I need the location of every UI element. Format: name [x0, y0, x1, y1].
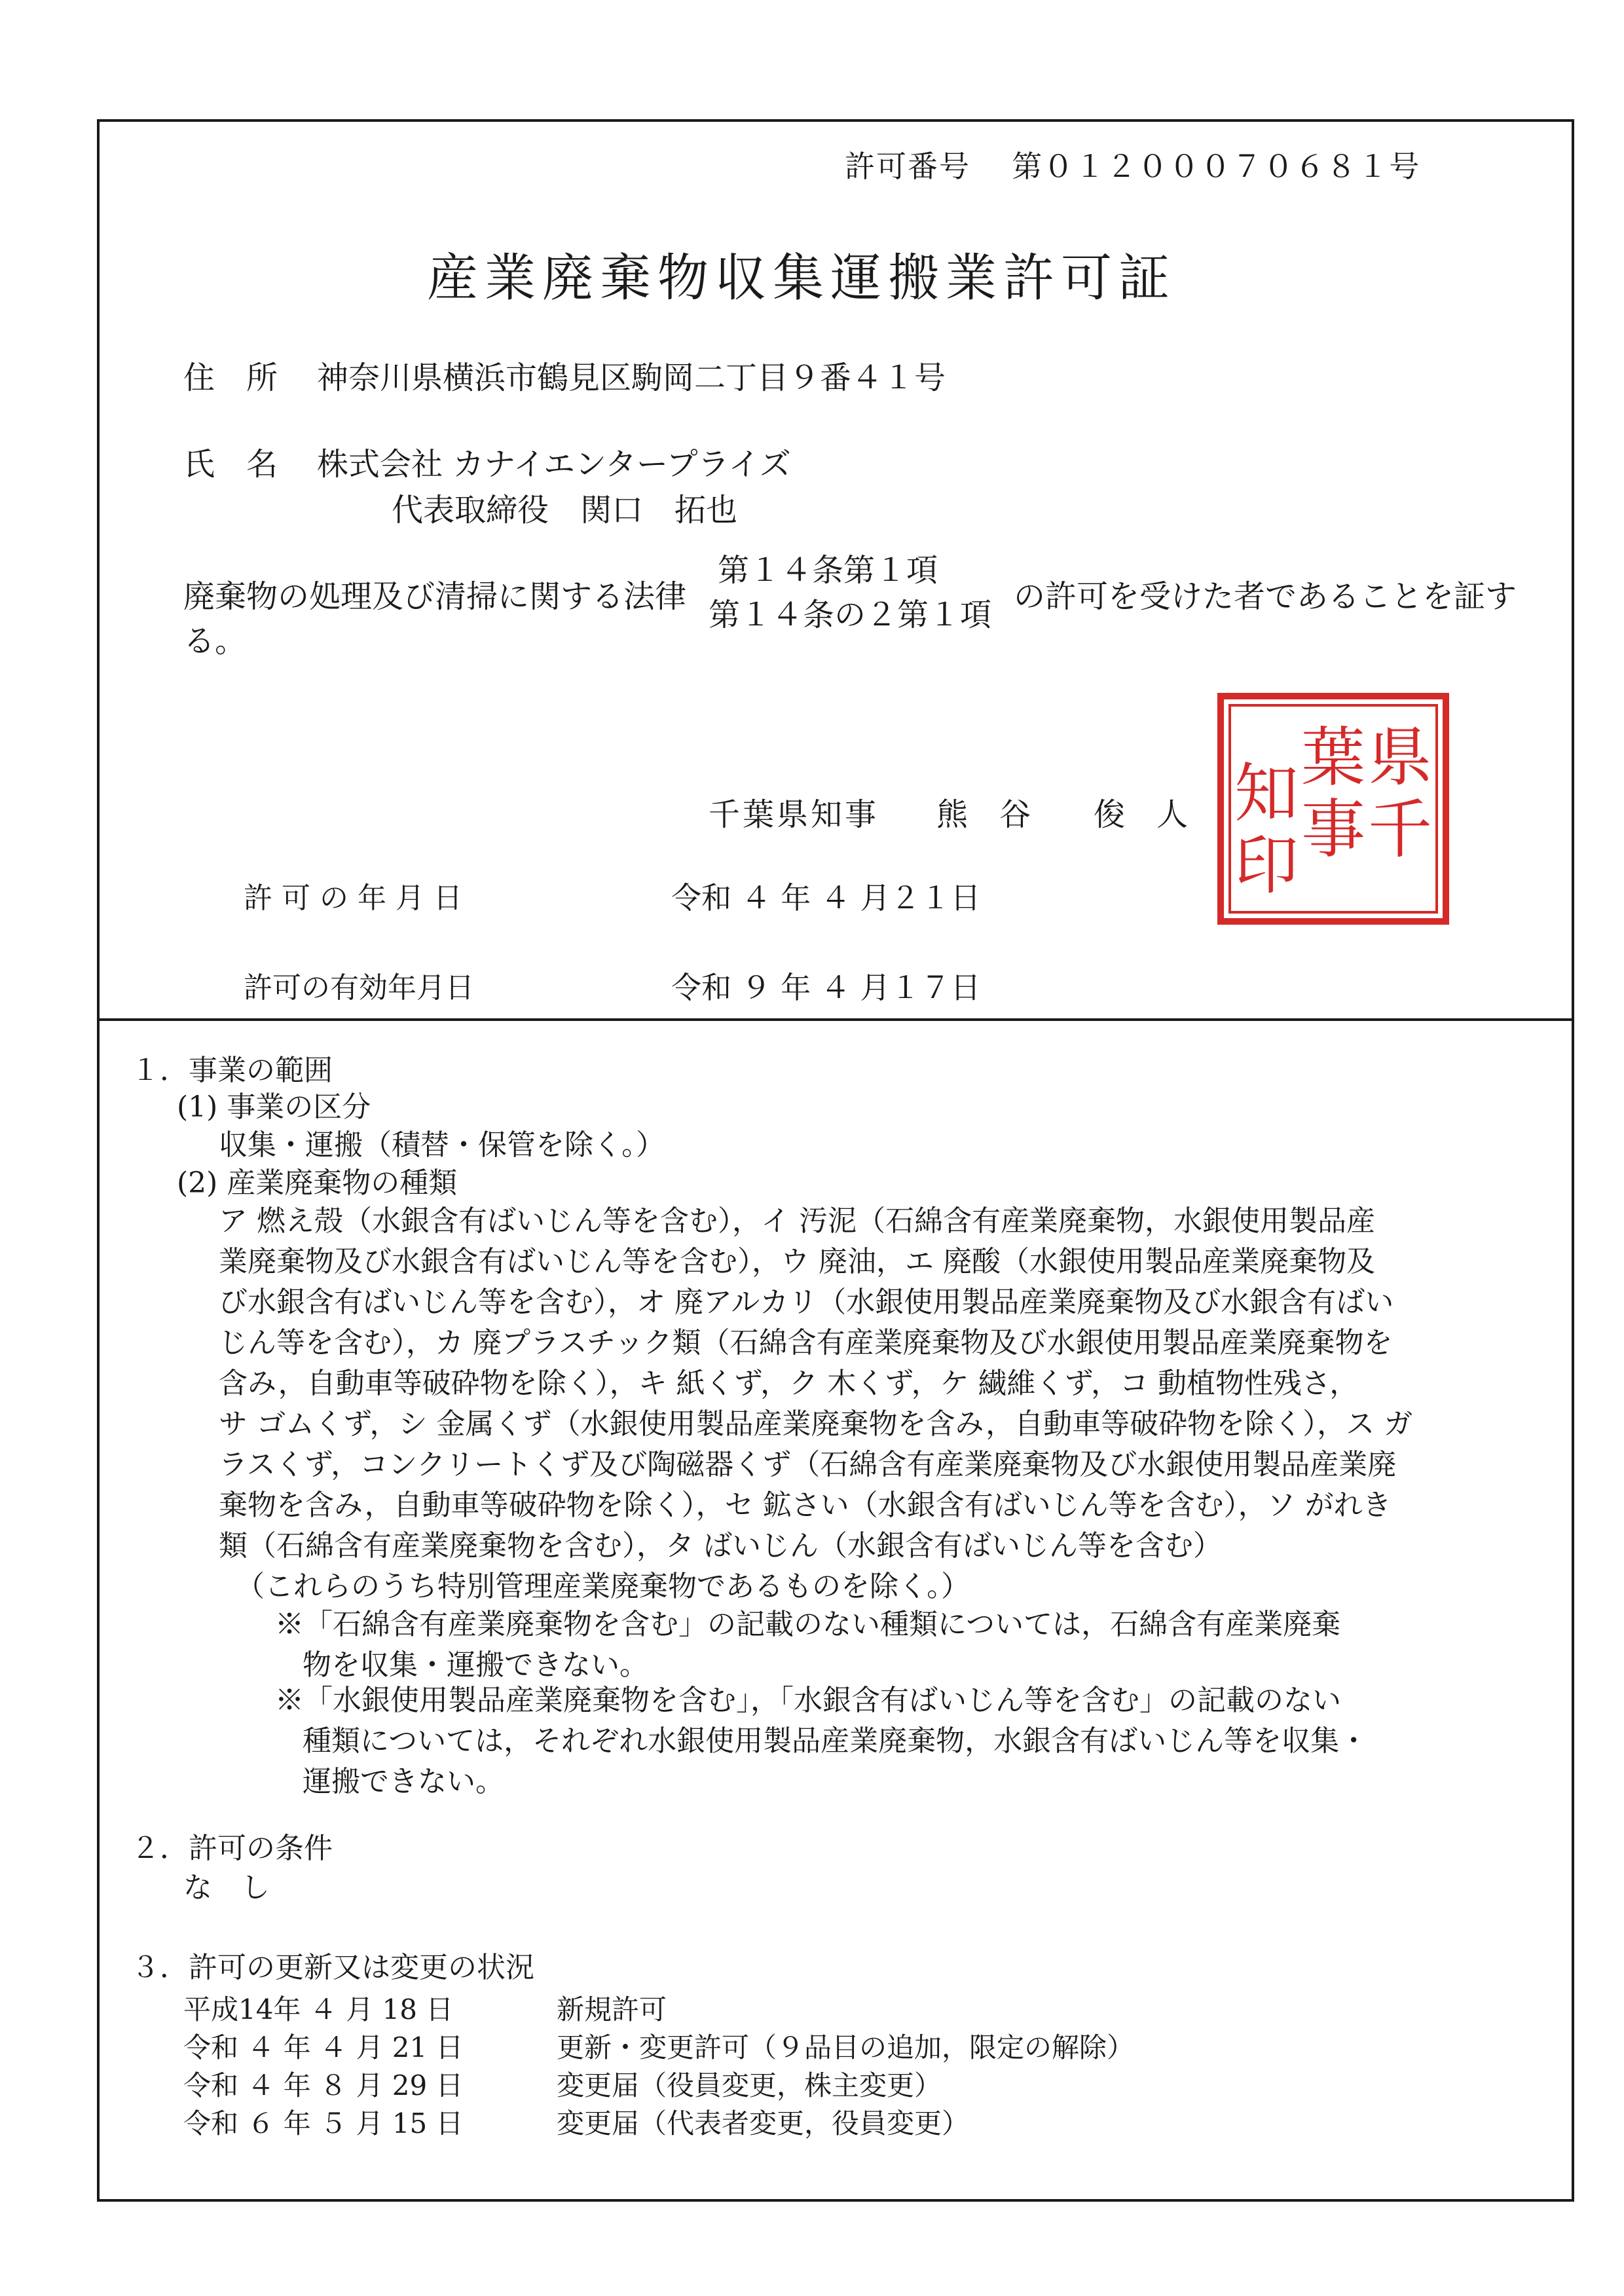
law-suffix-cont: る。 — [183, 623, 247, 659]
note-line: 物を収集・運搬できない。 — [303, 1648, 648, 1682]
history-row — [183, 1988, 453, 2028]
asbestos-note — [275, 1604, 1340, 1686]
history-row — [183, 2064, 464, 2103]
permit-number-value: 第０１２０００７０６８１号 — [1012, 149, 1421, 184]
issuer-name: 熊 谷 俊 人 — [936, 796, 1189, 833]
address-value: 神奈川県横浜市鶴見区駒岡二丁目９番４１号 — [317, 360, 946, 396]
mercury-note — [275, 1680, 1368, 1802]
scope-sub1-heading: (1) 事業の区分 — [177, 1090, 371, 1124]
permit-date: 令和 ４ 年 ４ 月２１日 — [671, 880, 981, 916]
waste-line: 棄物を含み，自動車等破砕物を除く），セ 鉱さい（水銀含有ばいじん等を含む），ソ がれき — [219, 1489, 1392, 1522]
history-date: 令和 ６ 年 ５ 月 15 日 — [183, 2107, 464, 2139]
history-event: 更新・変更許可（９品目の追加，限定の解除） — [557, 2031, 1135, 2064]
history-row — [183, 2026, 464, 2065]
waste-line: ラスくず，コンクリートくず及び陶磁器くず（石綿含有産業廃棄物及び水銀使用製品産業廃 — [219, 1448, 1397, 1481]
seal-char: 事 — [1301, 792, 1366, 867]
waste-line: 含み，自動車等破砕物を除く），キ 紙くず，ク 木くず，ケ 繊維くず，コ 動植物性残さ， — [219, 1367, 1359, 1400]
exclusion-note: （これらのうち特別管理産業廃棄物であるものを除く。） — [236, 1570, 970, 1603]
history-date: 平成14年 ４ 月 18 日 — [183, 1993, 454, 2026]
law-suffix: の許可を受けた者であることを証す — [1014, 578, 1517, 615]
representative-name: 代表取締役 関口 拓也 — [392, 492, 738, 528]
note-line: ※「石綿含有産業廃棄物を含む」の記載のない種類については，石綿含有産業廃棄 — [275, 1608, 1341, 1641]
scope-sub1-text: 収集・運搬（積替・保管を除く。） — [219, 1128, 665, 1162]
law-article-1: 第１４条第１項 — [718, 552, 938, 589]
note-line: ※「水銀使用製品産業廃棄物を含む」，「水銀含有ばいじん等を含む」の記載のない — [275, 1684, 1341, 1717]
conditions-heading: ２．許可の条件 — [131, 1832, 333, 1865]
waste-line: ア 燃え殻（水銀含有ばいじん等を含む），イ 汚泥（石綿含有産業廃棄物，水銀使用製品産 — [219, 1204, 1375, 1238]
scope-heading: １．事業の範囲 — [131, 1054, 333, 1087]
expiry-date: 令和 ９ 年 ４ 月１７日 — [671, 970, 981, 1005]
law-prefix: 廃棄物の処理及び清掃に関する法律 — [183, 578, 687, 615]
history-date: 令和 ４ 年 ４ 月 21 日 — [183, 2031, 464, 2064]
permit-number-label: 許可番号 — [845, 149, 970, 184]
note-line: 運搬できない。 — [303, 1765, 504, 1798]
waste-types — [219, 1201, 1412, 1566]
address-label: 住 所 — [183, 360, 278, 396]
law-article-2: 第１４条の２第１項 — [709, 597, 992, 633]
history-date: 令和 ４ 年 ８ 月 29 日 — [183, 2069, 464, 2102]
seal-char: 葉 — [1301, 720, 1366, 795]
history-row — [183, 2102, 464, 2141]
company-name: 株式会社 カナイエンタープライズ — [317, 446, 791, 483]
waste-line: び水銀含有ばいじん等を含む），オ 廃アルカリ（水銀使用製品産業廃棄物及び水銀含有ばい — [219, 1286, 1394, 1319]
name-label: 氏 名 — [183, 446, 278, 483]
waste-line: サ ゴムくず，シ 金属くず（水銀使用製品産業廃棄物を含み，自動車等破砕物を除く），ス ガ — [219, 1407, 1413, 1441]
permit-number — [845, 143, 1420, 186]
history-event: 変更届（役員変更，株主変更） — [557, 2069, 942, 2102]
page-title: 産業廃棄物収集運搬業許可証 — [427, 249, 1177, 308]
seal-char: 県 — [1367, 720, 1433, 795]
waste-line: 類（石綿含有産業廃棄物を含む），タ ばいじん（水銀含有ばいじん等を含む） — [219, 1529, 1222, 1563]
issuer-label: 千葉県知事 — [709, 796, 879, 833]
seal-char: 知 — [1234, 756, 1299, 831]
seal-char: 千 — [1367, 792, 1433, 867]
expiry-label: 許可の有効年月日 — [244, 971, 474, 1005]
note-line: 種類については，それぞれ水銀使用製品産業廃棄物，水銀含有ばいじん等を収集・ — [303, 1724, 1369, 1758]
waste-line: 業廃棄物及び水銀含有ばいじん等を含む），ウ 廃油，エ 廃酸（水銀使用製品産業廃棄物及 — [219, 1245, 1375, 1278]
history-heading: ３．許可の更新又は変更の状況 — [131, 1951, 534, 1984]
waste-line: じん等を含む），カ 廃プラスチック類（石綿含有産業廃棄物及び水銀使用製品産業廃棄物を — [219, 1326, 1393, 1360]
section-divider — [97, 1018, 1574, 1021]
history-event: 新規許可 — [557, 1993, 667, 2026]
official-seal — [1215, 691, 1451, 927]
conditions-text: な し — [183, 1871, 270, 1904]
permit-date-label: 許 可 の 年 月 日 — [244, 881, 462, 915]
scope-sub2-heading: (2) 産業廃棄物の種類 — [177, 1166, 458, 1200]
seal-char: 印 — [1234, 828, 1299, 903]
history-event: 変更届（代表者変更，役員変更） — [557, 2107, 970, 2139]
